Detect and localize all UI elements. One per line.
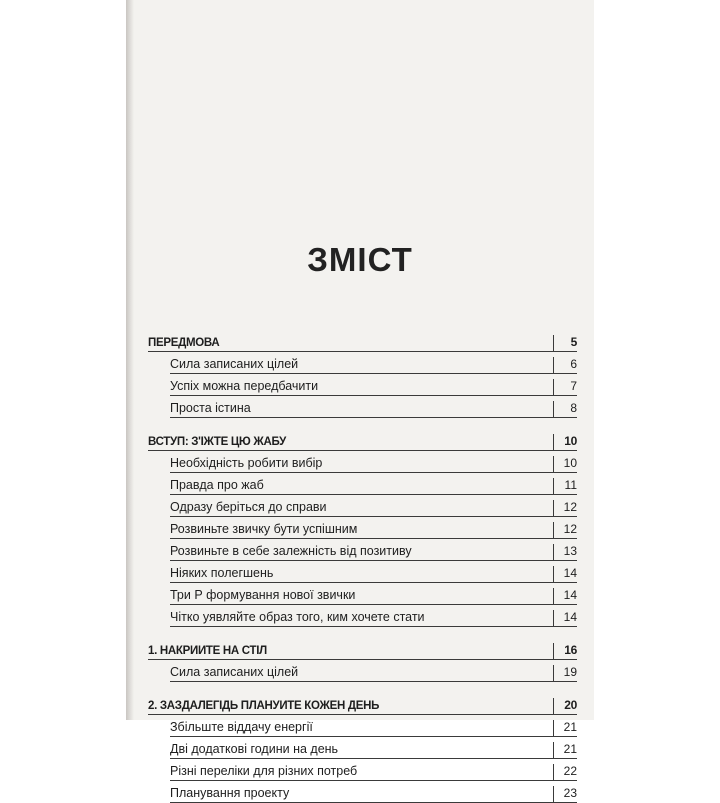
toc-entry-row — [170, 781, 577, 803]
toc-entry-row — [170, 759, 577, 781]
table-of-contents — [148, 330, 577, 803]
toc-entry-label: ВСТУП: З'ЇЖТЕ ЦЮ ЖАБУ — [148, 436, 287, 448]
toc-entry-label: Успіх можна передбачити — [170, 379, 319, 393]
toc-entry-row — [170, 737, 577, 759]
toc-page-number: 23 — [553, 786, 577, 802]
toc-entry-label: Сила записаних цілей — [170, 357, 299, 371]
toc-page-number: 6 — [553, 357, 577, 373]
toc-entry-row — [170, 517, 577, 539]
toc-page-number: 10 — [553, 456, 577, 472]
toc-entry-label: Збільште віддачу енергії — [170, 720, 313, 734]
toc-section-row — [148, 330, 577, 352]
page-gutter-shadow — [126, 0, 134, 720]
toc-entry-label: Різні переліки для різних потреб — [170, 764, 358, 778]
toc-entry-label: Правда про жаб — [170, 478, 264, 492]
toc-entry-label: 1. НАКРИЙТЕ НА СТІЛ — [148, 645, 267, 657]
toc-page-number: 5 — [553, 335, 577, 351]
toc-page-number: 7 — [553, 379, 577, 395]
toc-entry-label: 2. ЗАЗДАЛЕГІДЬ ПЛАНУЙТЕ КОЖЕН ДЕНЬ — [148, 700, 380, 712]
toc-entry-label: Розвиньте в себе залежність від позитиву — [170, 544, 412, 558]
toc-entry-row — [170, 374, 577, 396]
section-gap — [148, 682, 577, 693]
toc-entry-row — [170, 396, 577, 418]
toc-entry-label: Необхідність робити вибір — [170, 456, 323, 470]
toc-entry-label: Дві додаткові години на день — [170, 742, 339, 756]
toc-entry-label: Чітко уявляйте образ того, ким хочете стати — [170, 610, 425, 624]
toc-page-number: 14 — [553, 610, 577, 626]
toc-page-number: 11 — [553, 478, 577, 494]
toc-page-number: 10 — [553, 434, 577, 450]
toc-page-number: 19 — [553, 665, 577, 681]
toc-page-number: 20 — [553, 698, 577, 714]
toc-entry-label: Ніяких полегшень — [170, 566, 274, 580]
toc-page-number: 21 — [553, 742, 577, 758]
toc-page-number: 21 — [553, 720, 577, 736]
toc-entry-row — [170, 495, 577, 517]
toc-entry-row — [170, 660, 577, 682]
toc-entry-label: Сила записаних цілей — [170, 665, 299, 679]
toc-entry-row — [170, 605, 577, 627]
toc-page-number: 13 — [553, 544, 577, 560]
toc-entry-row — [170, 561, 577, 583]
toc-page-number: 12 — [553, 522, 577, 538]
toc-page-number: 14 — [553, 588, 577, 604]
toc-section-row — [148, 638, 577, 660]
toc-entry-row — [170, 473, 577, 495]
section-gap — [148, 627, 577, 638]
toc-section-row — [148, 429, 577, 451]
toc-page-number: 14 — [553, 566, 577, 582]
section-gap — [148, 418, 577, 429]
toc-entry-row — [170, 451, 577, 473]
toc-entry-label: Розвиньте звичку бути успішним — [170, 522, 358, 536]
page-title: ЗМІСТ — [307, 241, 413, 278]
toc-entry-label: Три Р формування нової звички — [170, 588, 356, 602]
toc-entry-label: Проста істина — [170, 401, 251, 415]
toc-entry-row — [170, 352, 577, 374]
toc-page-number: 8 — [553, 401, 577, 417]
toc-entry-label: Планування проекту — [170, 786, 290, 800]
toc-page-number: 22 — [553, 764, 577, 780]
toc-section-row — [148, 693, 577, 715]
toc-entry-label: ПЕРЕДМОВА — [148, 337, 220, 349]
toc-page-number: 12 — [553, 500, 577, 516]
toc-entry-label: Одразу беріться до справи — [170, 500, 327, 514]
show-through-text — [140, 68, 580, 328]
toc-entry-row — [170, 715, 577, 737]
toc-page-number: 16 — [553, 643, 577, 659]
toc-entry-row — [170, 583, 577, 605]
toc-entry-row — [170, 539, 577, 561]
